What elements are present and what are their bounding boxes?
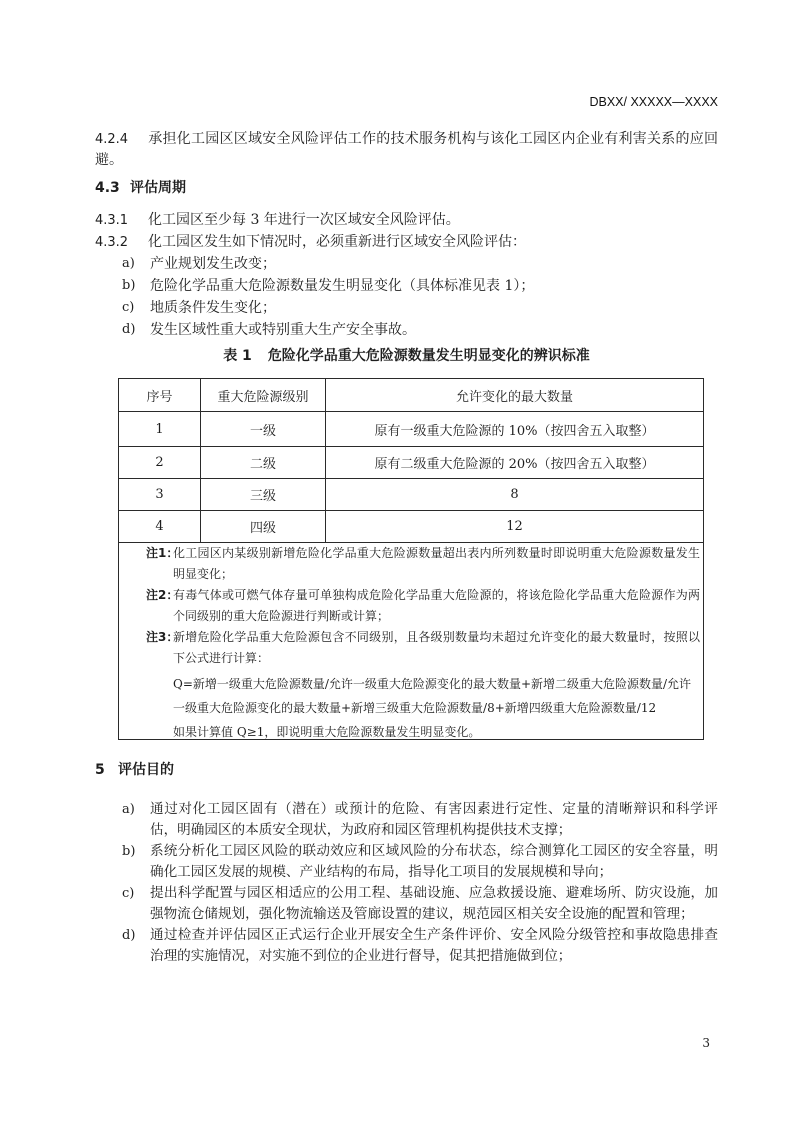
table-notes-row: [119, 543, 704, 740]
section-heading-4-3: [95, 177, 186, 199]
list-item-text: 通过检查并评估园区正式运行企业开展安全生产条件评价、安全风险分级管控和事故隐患排查治理的实施情况，对实施不到位的企业进行督导，促其把措施做到位；: [150, 927, 718, 964]
table-notes: [119, 543, 703, 739]
clause-text: 承担化工园区区域安全风险评估工作的技术服务机构与该化工园区内企业有利害关系的应回避。: [95, 131, 718, 168]
list-item-label: a): [122, 802, 135, 817]
note-text: 有毒气体或可燃气体存量可单独构成危险化学品重大危险源的，将该危险化学品重大危险源作为两个同级别的重大危险源进行判断或计算；: [173, 588, 700, 623]
list-item-text: 发生区域性重大或特别重大生产安全事故。: [150, 322, 416, 338]
table-row: [119, 479, 704, 511]
list-item: [95, 841, 718, 883]
hazard-source-criteria-table: [118, 378, 703, 740]
list-item-text: 系统分析化工园区风险的联动效应和区域风险的分布状态，综合测算化工园区的安全容量，明确化工园区发展的规模、产业结构的布局，指导化工项目的发展规模和导向；: [150, 843, 718, 880]
clause-number: 4.2.4: [95, 132, 129, 147]
note-text: 新增危险化学品重大危险源包含不同级别，且各级别数量均未超过允许变化的最大数量时，按照以下公式进行计算：: [173, 630, 700, 665]
list-item-text: 产业规划发生改变；: [150, 256, 276, 272]
table-note: [146, 543, 700, 585]
cell-level: 四级: [201, 511, 326, 543]
list-item-text: 提出科学配置与园区相适应的公用工程、基础设施、应急救援设施、避难场所、防灾设施，加强物流仓储规划，强化物流输送及管廊设置的建议，规范园区相关安全设施的配置和管理；: [150, 885, 718, 922]
list-item-label: b): [122, 844, 136, 859]
clause-text: 化工园区至少每 3 年进行一次区域安全风险评估。: [148, 212, 460, 228]
column-header-max-change: 允许变化的最大数量: [326, 379, 704, 412]
list-item-label: d): [122, 322, 136, 337]
list-item-label: d): [122, 928, 136, 943]
note-label: 注3：: [146, 630, 179, 644]
table-header-row: [119, 379, 704, 412]
cell-level: 二级: [201, 447, 326, 479]
cell-level: 一级: [201, 412, 326, 447]
cell-max-change: 12: [326, 511, 704, 543]
clause-4-3-1: [95, 209, 718, 232]
list-item-label: c): [122, 300, 135, 315]
cell-max-change: 8: [326, 479, 704, 511]
reassessment-conditions-list: [95, 253, 718, 341]
list-item: [95, 253, 718, 275]
table-row: [119, 511, 704, 543]
table-caption: [95, 345, 718, 367]
list-item: [95, 297, 718, 319]
clause-number: 4.3.2: [95, 235, 129, 250]
note-label: 注2：: [146, 588, 179, 602]
list-item: [95, 799, 718, 841]
table-note: [146, 627, 700, 669]
section-heading-5: [95, 759, 174, 781]
cell-serial: 2: [119, 447, 201, 479]
table-row: [119, 412, 704, 447]
clause-4-3-2: [95, 231, 718, 254]
clause-number: 4.3.1: [95, 213, 129, 228]
cell-max-change: 原有一级重大危险源的 10%（按四舍五入取整）: [326, 412, 704, 447]
table-notes-cell: [119, 543, 704, 740]
section-title: 评估目的: [118, 762, 174, 778]
list-item-text: 通过对化工园区固有（潜在）或预计的危险、有害因素进行定性、定量的清晰辩识和科学评估，明确园区的本质安全现状，为政府和园区管理机构提供技术支撑；: [150, 801, 718, 838]
section-number: 4.3: [95, 180, 120, 196]
cell-level: 三级: [201, 479, 326, 511]
q-conclusion: 如果计算值 Q≥1，即说明重大危险源数量发生明显变化。: [173, 725, 481, 739]
list-item: [95, 319, 718, 341]
cell-serial: 1: [119, 412, 201, 447]
list-item: [95, 275, 718, 297]
list-item-label: c): [122, 886, 135, 901]
list-item-label: b): [122, 278, 136, 293]
list-item-text: 地质条件发生变化；: [150, 300, 276, 316]
table-title: 危险化学品重大危险源数量发生明显变化的辨识标准: [267, 348, 590, 364]
cell-serial: 4: [119, 511, 201, 543]
q-formula: Q=新增一级重大危险源数量/允许一级重大危险源变化的最大数量+新增二级重大危险源数量/允许一级重大危险源变化的最大数量+新增三级重大危险源数量/8+新增四级重大危险源数量/12: [173, 677, 692, 715]
list-item: [95, 925, 718, 967]
clause-text: 化工园区发生如下情况时，必须重新进行区域安全风险评估：: [148, 234, 526, 250]
list-item-text: 危险化学品重大危险源数量发生明显变化（具体标准见表 1）；: [150, 278, 535, 294]
cell-serial: 3: [119, 479, 201, 511]
list-item: [95, 883, 718, 925]
note-text: 化工园区内某级别新增危险化学品重大危险源数量超出表内所列数量时即说明重大危险源数量发生明显变化；: [173, 546, 700, 581]
column-header-level: 重大危险源级别: [201, 379, 326, 412]
column-header-serial: 序号: [119, 379, 201, 412]
table-label: 表 1: [223, 348, 252, 364]
assessment-purpose-list: [95, 799, 718, 967]
list-item-label: a): [122, 256, 135, 271]
page-number: 3: [702, 1036, 710, 1050]
document-code-header: DBXX/ XXXXX—XXXX: [589, 95, 718, 109]
cell-max-change: 原有二级重大危险源的 20%（按四舍五入取整）: [326, 447, 704, 479]
clause-4-2-4: [95, 129, 718, 170]
table-note: [146, 585, 700, 627]
section-number: 5: [95, 762, 105, 778]
note-label: 注1：: [146, 546, 179, 560]
table: [118, 378, 704, 740]
section-title: 评估周期: [130, 180, 186, 196]
table-row: [119, 447, 704, 479]
